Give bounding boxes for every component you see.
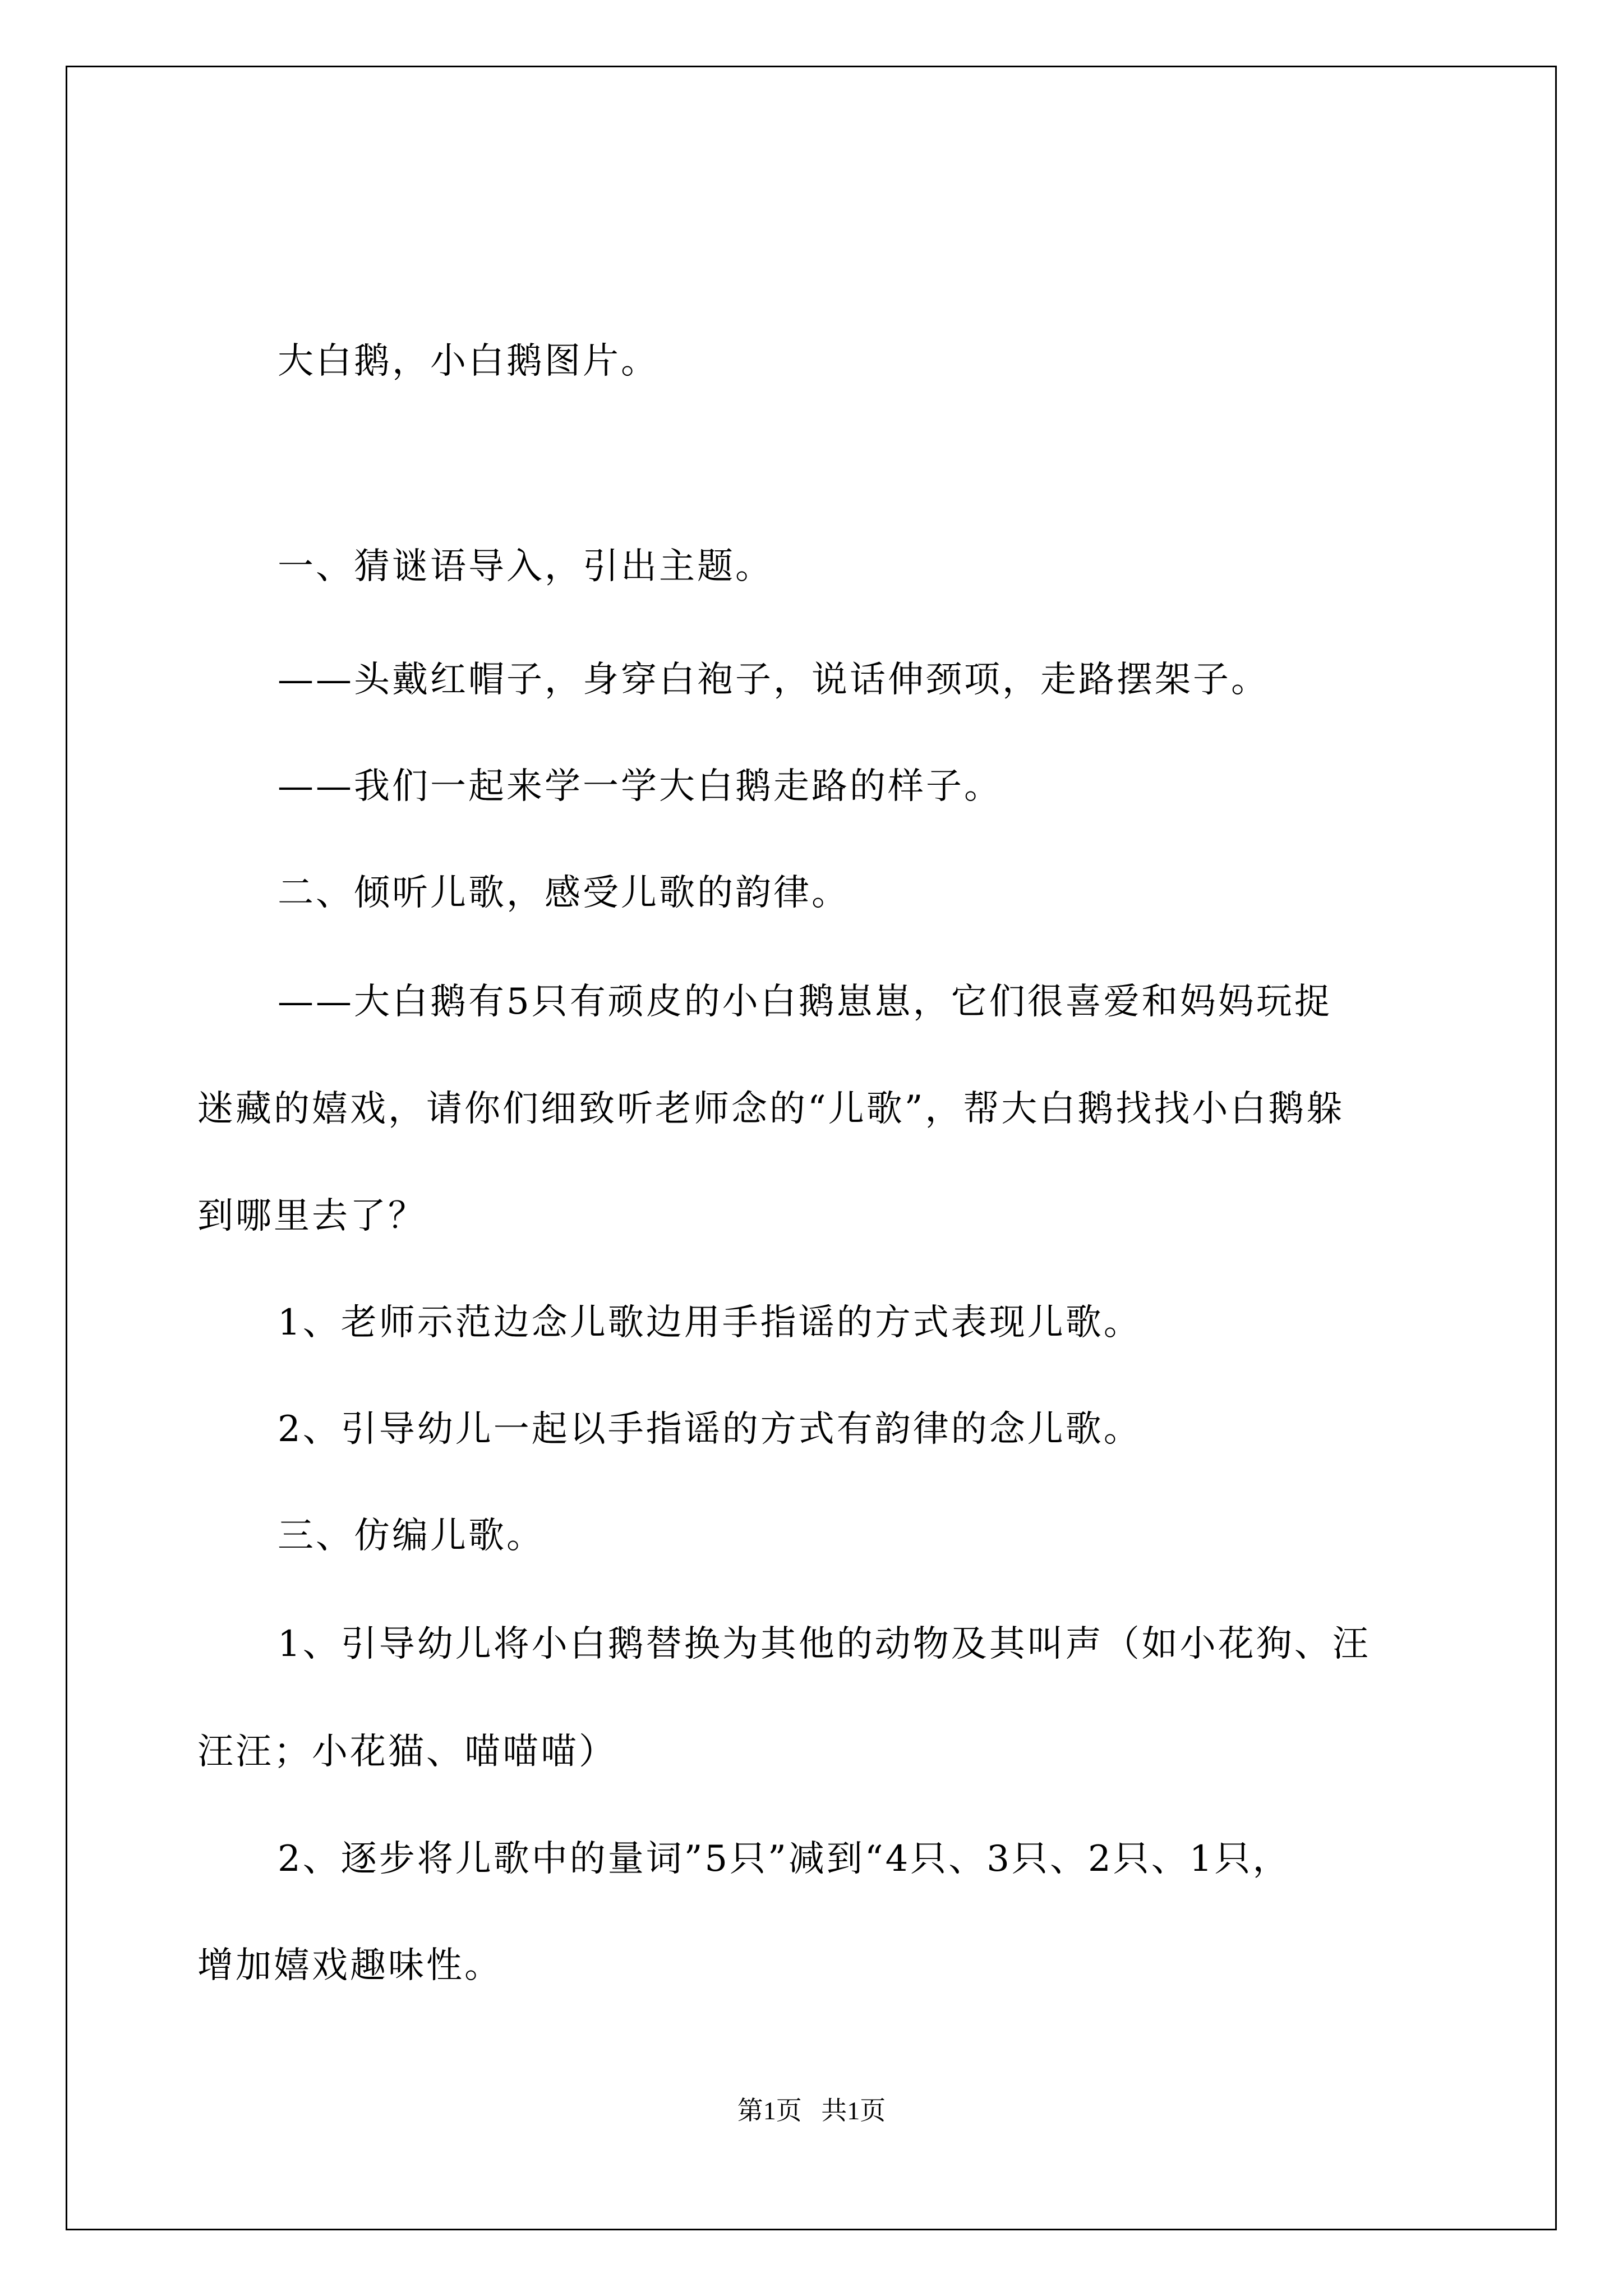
paragraph-materials: 大白鹅，小白鹅图片。 [278, 341, 659, 382]
paragraph-adapt-line2: 汪汪；小花猫、喵喵喵） [197, 1731, 617, 1773]
section-heading-3: 三、仿编儿歌。 [278, 1515, 545, 1557]
section-heading-2: 二、倾听儿歌，感受儿歌的韵律。 [278, 872, 850, 914]
paragraph-step-2: 2、引导幼儿一起以手指谣的方式有韵律的念儿歌。 [278, 1409, 1142, 1450]
paragraph-step-1: 1、老师示范边念儿歌边用手指谣的方式表现儿歌。 [278, 1302, 1142, 1343]
section-heading-1: 一、猜谜语导入，引出主题。 [278, 546, 773, 587]
paragraph-story-line1: ——大白鹅有5只有顽皮的小白鹅崽崽，它们很喜爱和妈妈玩捉 [278, 981, 1332, 1023]
paragraph-riddle: ——头戴红帽子，身穿白袍子，说话伸颈项，走路摆架子。 [278, 659, 1269, 701]
paragraph-story-line2: 迷藏的嬉戏，请你们细致听老师念的“儿歌”，帮大白鹅找找小白鹅躲 [197, 1088, 1345, 1130]
page-border [66, 66, 1557, 2230]
page-number-footer: 第1页 共1页 [737, 2096, 886, 2125]
paragraph-story-line3: 到哪里去了？ [197, 1195, 426, 1237]
paragraph-adapt-line1: 1、引导幼儿将小白鹅替换为其他的动物及其叫声（如小花狗、汪 [278, 1623, 1371, 1665]
paragraph-count-line1: 2、逐步将儿歌中的量词”5只”减到“4只、3只、2只、1只， [278, 1838, 1291, 1880]
paragraph-count-line2: 增加嬉戏趣味性。 [197, 1945, 502, 1986]
paragraph-walk: ——我们一起来学一学大白鹅走路的样子。 [278, 766, 1002, 807]
